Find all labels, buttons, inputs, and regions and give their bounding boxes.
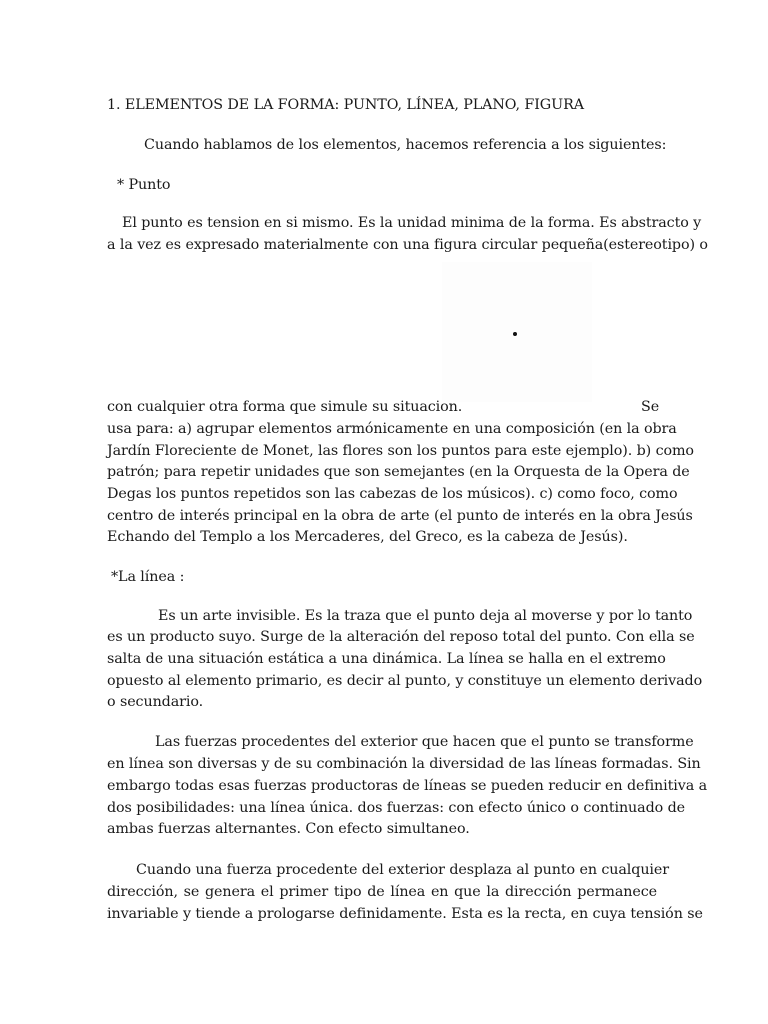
dot-illustration xyxy=(513,332,517,336)
dot-figure xyxy=(442,262,592,402)
paragraph-line: El punto es tension en si mismo. Es la unidad minima de la forma. Es abstracto y xyxy=(122,215,702,231)
paragraph-line: a la vez es expresado materialmente con una figura circular pequeña(estereotipo) o xyxy=(107,237,708,253)
paragraph-line: Las fuerzas procedentes del exterior que hacen que el punto se transforme xyxy=(155,734,694,750)
paragraph-line: Se xyxy=(641,399,660,415)
paragraph-line: ambas fuerzas alternantes. Con efecto simultaneo. xyxy=(107,821,470,837)
section-heading: 1. ELEMENTOS DE LA FORMA: PUNTO, LÍNEA, PLANO, FIGURA xyxy=(107,97,584,113)
paragraph-line: en línea son diversas y de su combinación la diversidad de las líneas formadas. Sin xyxy=(107,756,701,772)
punto-title: * Punto xyxy=(117,177,171,193)
paragraph-line: centro de interés principal en la obra de arte (el punto de interés en la obra Jesús xyxy=(107,508,693,524)
paragraph-line: Echando del Templo a los Mercaderes, del Greco, es la cabeza de Jesús). xyxy=(107,529,628,545)
paragraph-line: salta de una situación estática a una dinámica. La línea se halla en el extremo xyxy=(107,651,666,667)
paragraph-line: usa para: a) agrupar elementos armónicamente en una composición (en la obra xyxy=(107,421,677,437)
paragraph-line: invariable y tiende a prologarse definidamente. Esta es la recta, en cuya tensión se xyxy=(107,906,703,922)
paragraph-line: Es un arte invisible. Es la traza que el punto deja al moverse y por lo tanto xyxy=(158,608,693,624)
paragraph-line: o secundario. xyxy=(107,694,204,710)
paragraph-line: opuesto al elemento primario, es decir al punto, y constituye un elemento derivado xyxy=(107,673,703,689)
paragraph-line: con cualquier otra forma que simule su situacion. xyxy=(107,399,463,415)
linea-title: *La línea : xyxy=(111,569,185,585)
paragraph-line: patrón; para repetir unidades que son semejantes (en la Orquesta de la Opera de xyxy=(107,464,690,480)
intro-paragraph: Cuando hablamos de los elementos, hacemos referencia a los siguientes: xyxy=(144,137,667,153)
paragraph-line: Cuando una fuerza procedente del exterior desplaza al punto en cualquier xyxy=(136,862,670,878)
paragraph-line: Jardín Floreciente de Monet, las flores son los puntos para este ejemplo). b) como xyxy=(107,443,694,459)
paragraph-line: embargo todas esas fuerzas productoras de líneas se pueden reducir en definitiva a xyxy=(107,778,708,794)
paragraph-line: Degas los puntos repetidos son las cabezas de los músicos). c) como foco, como xyxy=(107,486,678,502)
paragraph-line: dos posibilidades: una línea única. dos fuerzas: con efecto único o continuado de xyxy=(107,800,686,816)
paragraph-line: dirección, se genera el primer tipo de línea en que la dirección permanece xyxy=(107,884,657,900)
paragraph-line: es un producto suyo. Surge de la alteración del reposo total del punto. Con ella se xyxy=(107,629,695,645)
